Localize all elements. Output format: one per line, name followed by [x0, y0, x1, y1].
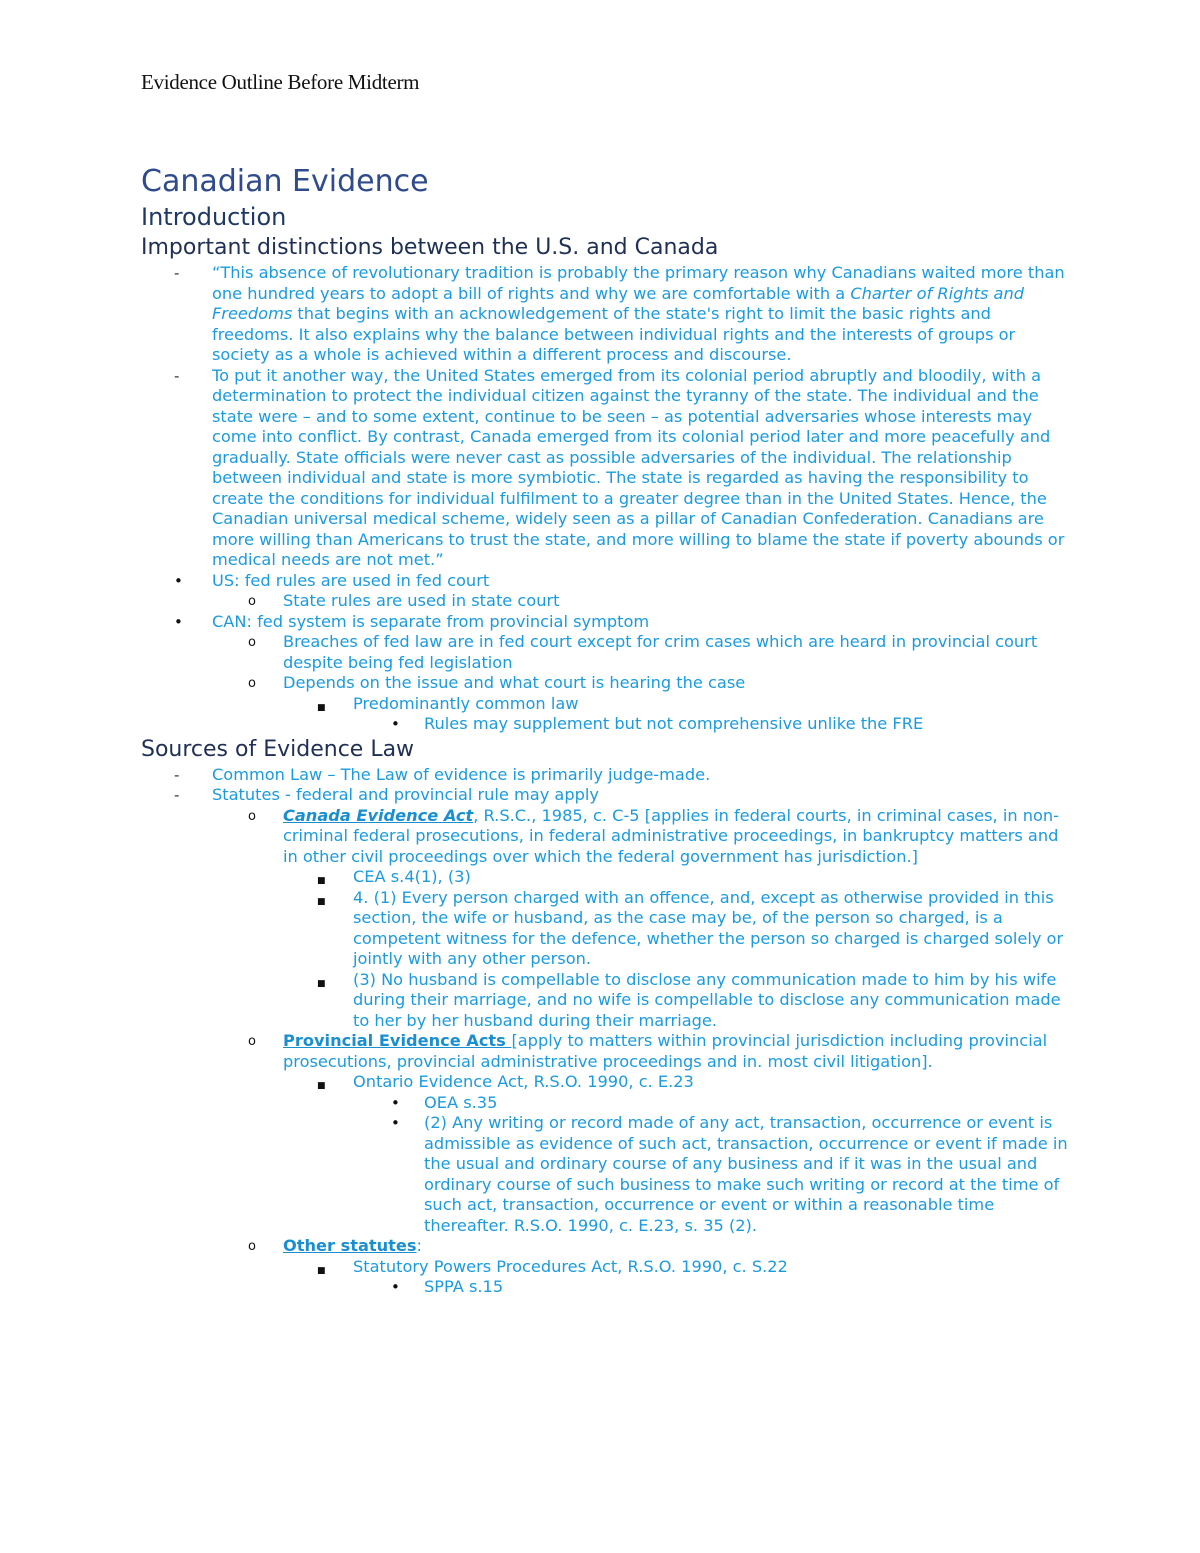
list-item-oea: ■ Ontario Evidence Act, R.S.O. 1990, c. E.23 [141, 1072, 1076, 1093]
dash-bullet: - [174, 366, 180, 385]
circle-bullet: o [248, 676, 256, 691]
document-title: Canadian Evidence [141, 164, 429, 199]
list-item-pea: o Provincial Evidence Acts [apply to matters within provincial jurisdiction including provincial prosecutions, provincial administrative proceedings and in. most civil litigation]. [248, 1031, 1048, 1071]
square-bullet: ■ [317, 896, 326, 907]
list-item-cea-s4-3: ■ (3) No husband is compellable to disclose any communication made to him by his wife during their marriage, and no wife is compellable to disclose any communication made to her by her husband during their marriage. [317, 969, 1061, 1030]
page-header: Evidence Outline Before Midterm [141, 70, 420, 94]
list-item-other-statutes: o Other statutes: [141, 1236, 1076, 1257]
dash-bullet: - [174, 765, 180, 784]
list-item-cea-s4: ■ CEA s.4(1), (3) [141, 867, 1076, 888]
list-item-can-sub1: o Breaches of fed law are in fed court except for crim cases which are heard in provincial court despite being fed legislation [248, 632, 1038, 672]
sources-heading: Sources of Evidence Law [141, 736, 415, 762]
square-bullet: ■ [317, 1081, 326, 1091]
list-item-us-sub: o State rules are used in state court [141, 591, 1076, 612]
dash-bullet: - [174, 786, 180, 804]
square-bullet: ■ [317, 876, 326, 886]
list-item-oea-s35-2: • (2) Any writing or record made of any act, transaction, occurrence or event is admissible as evidence of such act, transaction, occurrence or event if made in the usual and ordinary course of any business and if it was in the usual and ordinary course of such business to make such writing or record at the time of such act, transaction, occurrence or event or within a reasonable time thereafter. R.S.O. 1990, c. E.23, s. 35 (2). [391, 1113, 1068, 1235]
dot-bullet: • [174, 571, 183, 590]
introduction-heading: Introduction [141, 203, 287, 231]
circle-bullet: o [248, 635, 256, 650]
cea-link[interactable]: Canada Evidence Act [283, 805, 474, 825]
list-item-can: • CAN: fed system is separate from provincial symptom [174, 611, 650, 631]
dot-bullet: • [391, 1278, 400, 1296]
pea-link[interactable]: Provincial Evidence Acts [283, 1031, 512, 1050]
list-item-us: • US: fed rules are used in fed court [174, 570, 490, 590]
dash-bullet: - [174, 264, 180, 282]
circle-bullet: o [248, 594, 256, 609]
dot-bullet: • [391, 1114, 400, 1132]
list-item-oea-s35: • OEA s.35 [391, 1092, 498, 1112]
list-item-cea: o Canada Evidence Act, R.S.C., 1985, c. C-5 [applies in federal courts, in criminal cases, in non-criminal federal prosecutions, in federal administrative proceedings, in bankruptcy matters and in other civil proceedings over which the federal government has jurisdiction.] [248, 805, 1060, 866]
other-statutes-link[interactable]: Other statutes [283, 1236, 417, 1255]
square-bullet: ■ [317, 702, 326, 713]
list-item-can-sub2: o Depends on the issue and what court is hearing the case [141, 673, 1076, 694]
document-body [141, 163, 1076, 1298]
charter-title: Charter of Rights and Freedoms [212, 283, 1024, 323]
list-item-sppa-s15: • SPPA s.15 [391, 1277, 504, 1296]
list-item-statutes: - Statutes - federal and provincial rule may apply [174, 785, 599, 804]
dot-bullet: • [391, 715, 400, 733]
dot-bullet: • [391, 1093, 400, 1112]
list-item-cea-s4-1: ■ 4. (1) Every person charged with an offence, and, except as otherwise provided in this section, the wife or husband, as the case may be, of the person so charged, is a competent witness for the defence, whether the person so charged is charged solely or jointly with any other person. [317, 887, 1064, 968]
circle-bullet: o [248, 808, 256, 824]
circle-bullet: o [248, 1239, 256, 1254]
list-item-common-law-source: - Common Law – The Law of evidence is primarily judge-made. [174, 764, 711, 784]
distinctions-heading: Important distinctions between the U.S. and Canada [141, 235, 719, 260]
quote-item-2: - To put it another way, the United States emerged from its colonial period abruptly and bloodily, with a determination to protect the individual citizen against the tyranny of the state. The individual and the state were – and to some extent, continue to be seen – as potential adversaries whose interests may come into conflict. By contrast, Canada emerged from its colonial period later and more peacefully and gradually. State officials were never cast as possible adversaries of the individual. The relationship between individual and state is more symbiotic. The state is regarded as having the responsibility to create the conditions for individual fulfilment to a greater degree than in the United States. Hence, the Canadian universal medical scheme, widely seen as a pillar of Canadian Confederation. Canadians are more willing than Americans to trust the state, and more willing to blame the state if poverty abounds or medical needs are not met.” [174, 365, 1065, 569]
quote-item-1: - “This absence of revolutionary tradition is probably the primary reason why Canadians waited more than one hundred years to adopt a bill of rights and why we are comfortable with a Charter of Rights and Freedoms that begins with an acknowledgement of the state's right to limit the basic rights and freedoms. It also explains why the balance between individual rights and the interests of groups or society as a whole is achieved within a different process and discourse. [174, 263, 1065, 364]
circle-bullet: o [248, 1034, 256, 1049]
dot-bullet: • [174, 612, 183, 631]
list-item-sppa: ■ Statutory Powers Procedures Act, R.S.O. 1990, c. S.22 [141, 1257, 1076, 1278]
list-item-common-law: ■ Predominantly common law [141, 694, 1076, 715]
square-bullet: ■ [317, 978, 326, 989]
square-bullet: ■ [317, 1265, 326, 1276]
list-item-fre: • Rules may supplement but not comprehensive unlike the FRE [391, 714, 924, 733]
